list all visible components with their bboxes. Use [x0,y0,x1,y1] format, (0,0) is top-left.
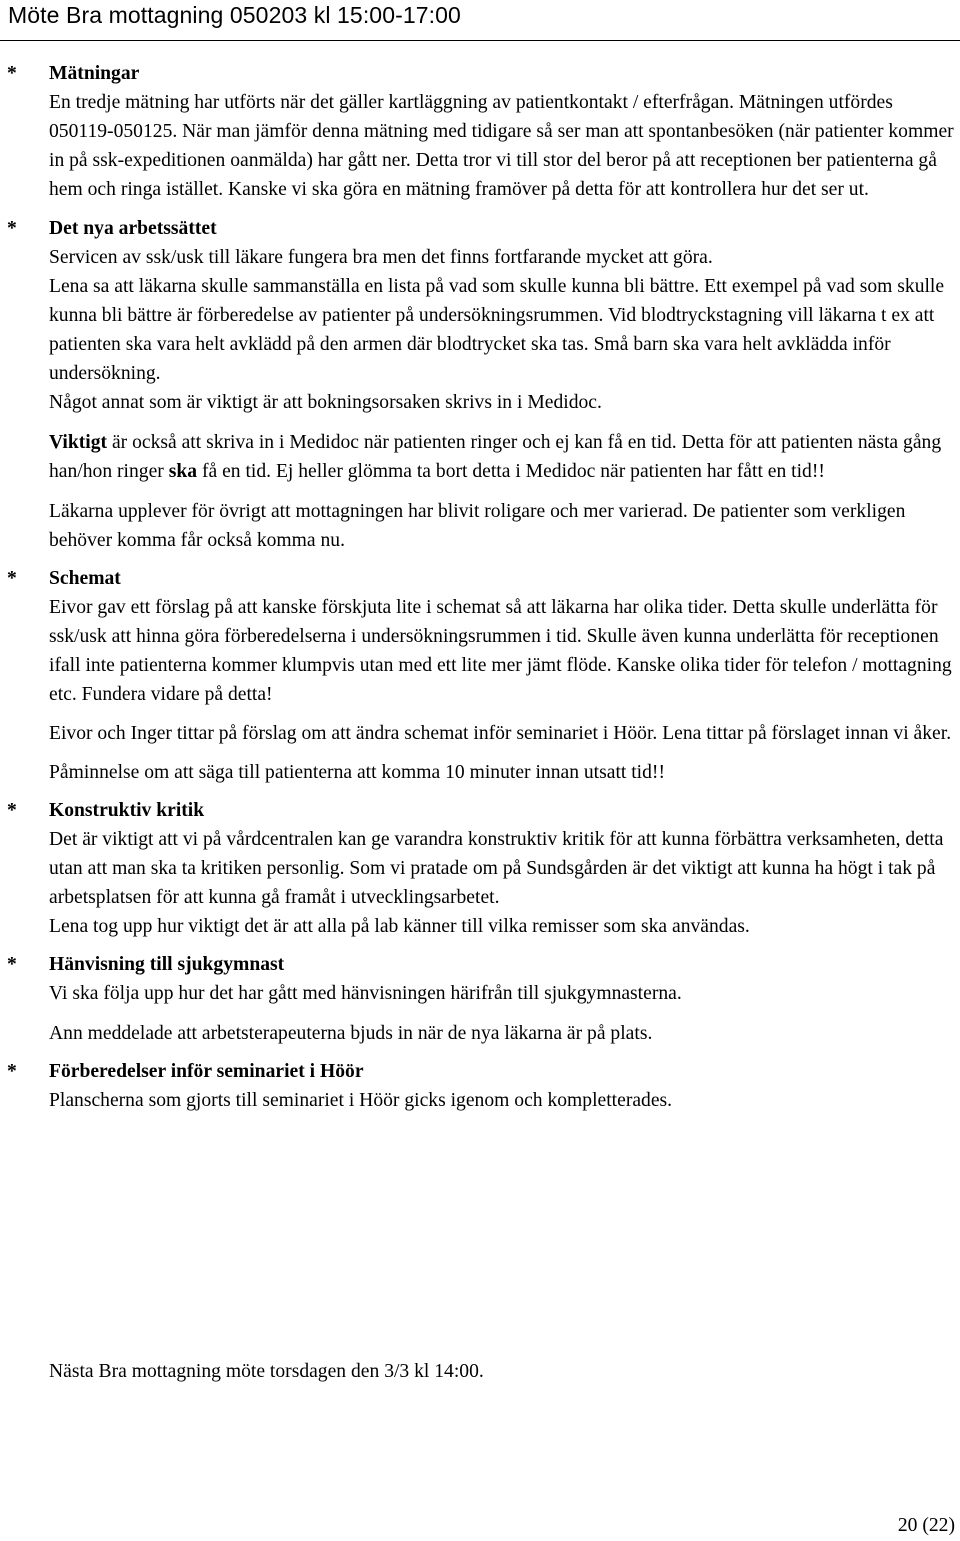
page-header-title: Möte Bra mottagning 050203 kl 15:00-17:00 [8,2,461,28]
section-paragraph: Lena tog upp hur viktigt det är att alla på lab känner till vilka remisser som ska användas. [49,916,750,937]
section-paragraph: Servicen av ssk/usk till läkare fungera bra men det finns fortfarande mycket att göra. [49,247,713,268]
section-paragraph: Något annat som är viktigt är att bokningsorsaken skrivs in i Medidoc. [49,392,602,413]
section-det-nya-arbetssattet [0,214,960,555]
section-schemat [0,564,960,787]
section-paragraph: Lena sa att läkarna skulle sammanställa en lista på vad som skulle kunna bli bättre. Ett exempel på vad som skulle kunna bli bättre är förberedelse av patienter på undersökningsrummen. Vid blodtryckstagning vill läkarna t ex att patienten ska vara helt avklädd på den armen där blodtrycket ska tas. Små barn ska vara helt avklädda inför undersökning. [49,276,945,384]
section-paragraph: Påminnelse om att säga till patienterna att komma 10 minuter innan utsatt tid!! [49,762,665,783]
emphasis-ska: ska [168,461,198,482]
section-paragraph: En tredje mätning har utförts när det gäller kartläggning av patientkontakt / efterfrågan. Mätningen utfördes 050119-050125. När man jämför denna mätning med tidigare så ser man att spontanbesöken (när patienter kommer in på ssk-expeditionen oanmälda) har gått ner. Detta tror vi till stor del beror på att receptionen ber patienterna gå hem och ringa istället. Kanske vi ska göra en mätning framöver på detta för att kontrollera hur det ser ut. [49,92,954,200]
section-title: Schemat [49,568,121,589]
section-hanvisning [0,950,960,1048]
emphasis-viktigt: Viktigt [49,432,108,453]
bullet-asterisk: * [7,568,17,589]
section-konstruktiv-kritik [0,796,960,941]
section-paragraph: Läkarna upplever för övrigt att mottagningen har blivit roligare och mer varierad. De patienter som verkligen behöver komma får också komma nu. [49,501,906,551]
section-paragraph-viktigt [49,428,960,486]
section-title: Hänvisning till sjukgymnast [49,954,285,975]
bullet-asterisk: * [7,63,17,84]
section-matningar [0,59,960,204]
section-paragraph: Ann meddelade att arbetsterapeuterna bjuds in när de nya läkarna är på plats. [49,1023,653,1044]
section-title: Förberedelser inför seminariet i Höör [49,1061,364,1082]
section-paragraph: Planscherna som gjorts till seminariet i Höör gicks igenom och kompletterades. [49,1090,673,1111]
section-forberedelser [0,1057,960,1115]
section-title: Det nya arbetssättet [49,218,217,239]
bullet-asterisk: * [7,1061,17,1082]
section-paragraph: Eivor och Inger tittar på förslag om att ändra schemat inför seminariet i Höör. Lena tittar på förslaget innan vi åker. [49,723,952,744]
section-paragraph: Eivor gav ett förslag på att kanske förskjuta lite i schemat så att läkarna har olika tider. Detta skulle underlätta för ssk/usk att hinna göra förberedelserna i undersökningsrummen i tid. Skulle även kunna underlätta för receptionen ifall inte patienterna kommer klumpvis utan med ett lite mer jämt flöde. Kanske olika tider för telefon / mottagning etc. Fundera vidare på detta! [49,597,952,705]
header-divider [0,40,960,41]
paragraph-text: är också att skriva in i Medidoc när patienten ringer och ej kan få en tid. Detta för att patienten nästa gång han/hon ringer [49,432,942,482]
section-title: Mätningar [49,63,140,84]
section-title: Konstruktiv kritik [49,800,205,821]
section-paragraph: Det är viktigt att vi på vårdcentralen kan ge varandra konstruktiv kritik för att kunna förbättra verksamheten, detta utan att man ska ta kritiken personlig. Som vi pratade om på Sundsgården är det viktigt att kunna ha högt i tak på arbetsplatsen för att kunna gå framåt i utvecklingsarbetet. [49,829,944,908]
section-paragraph: Vi ska följa upp hur det har gått med hänvisningen härifrån till sjukgymnasterna. [49,983,682,1004]
next-meeting-note: Nästa Bra mottagning möte torsdagen den 3/3 kl 14:00. [49,1361,484,1382]
paragraph-text: få en tid. Ej heller glömma ta bort detta i Medidoc när patienten har fått en tid!! [197,461,825,482]
bullet-asterisk: * [7,218,17,239]
bullet-asterisk: * [7,954,17,975]
document-body [0,59,960,1124]
bullet-asterisk: * [7,800,17,821]
page-number: 20 (22) [897,1515,955,1536]
